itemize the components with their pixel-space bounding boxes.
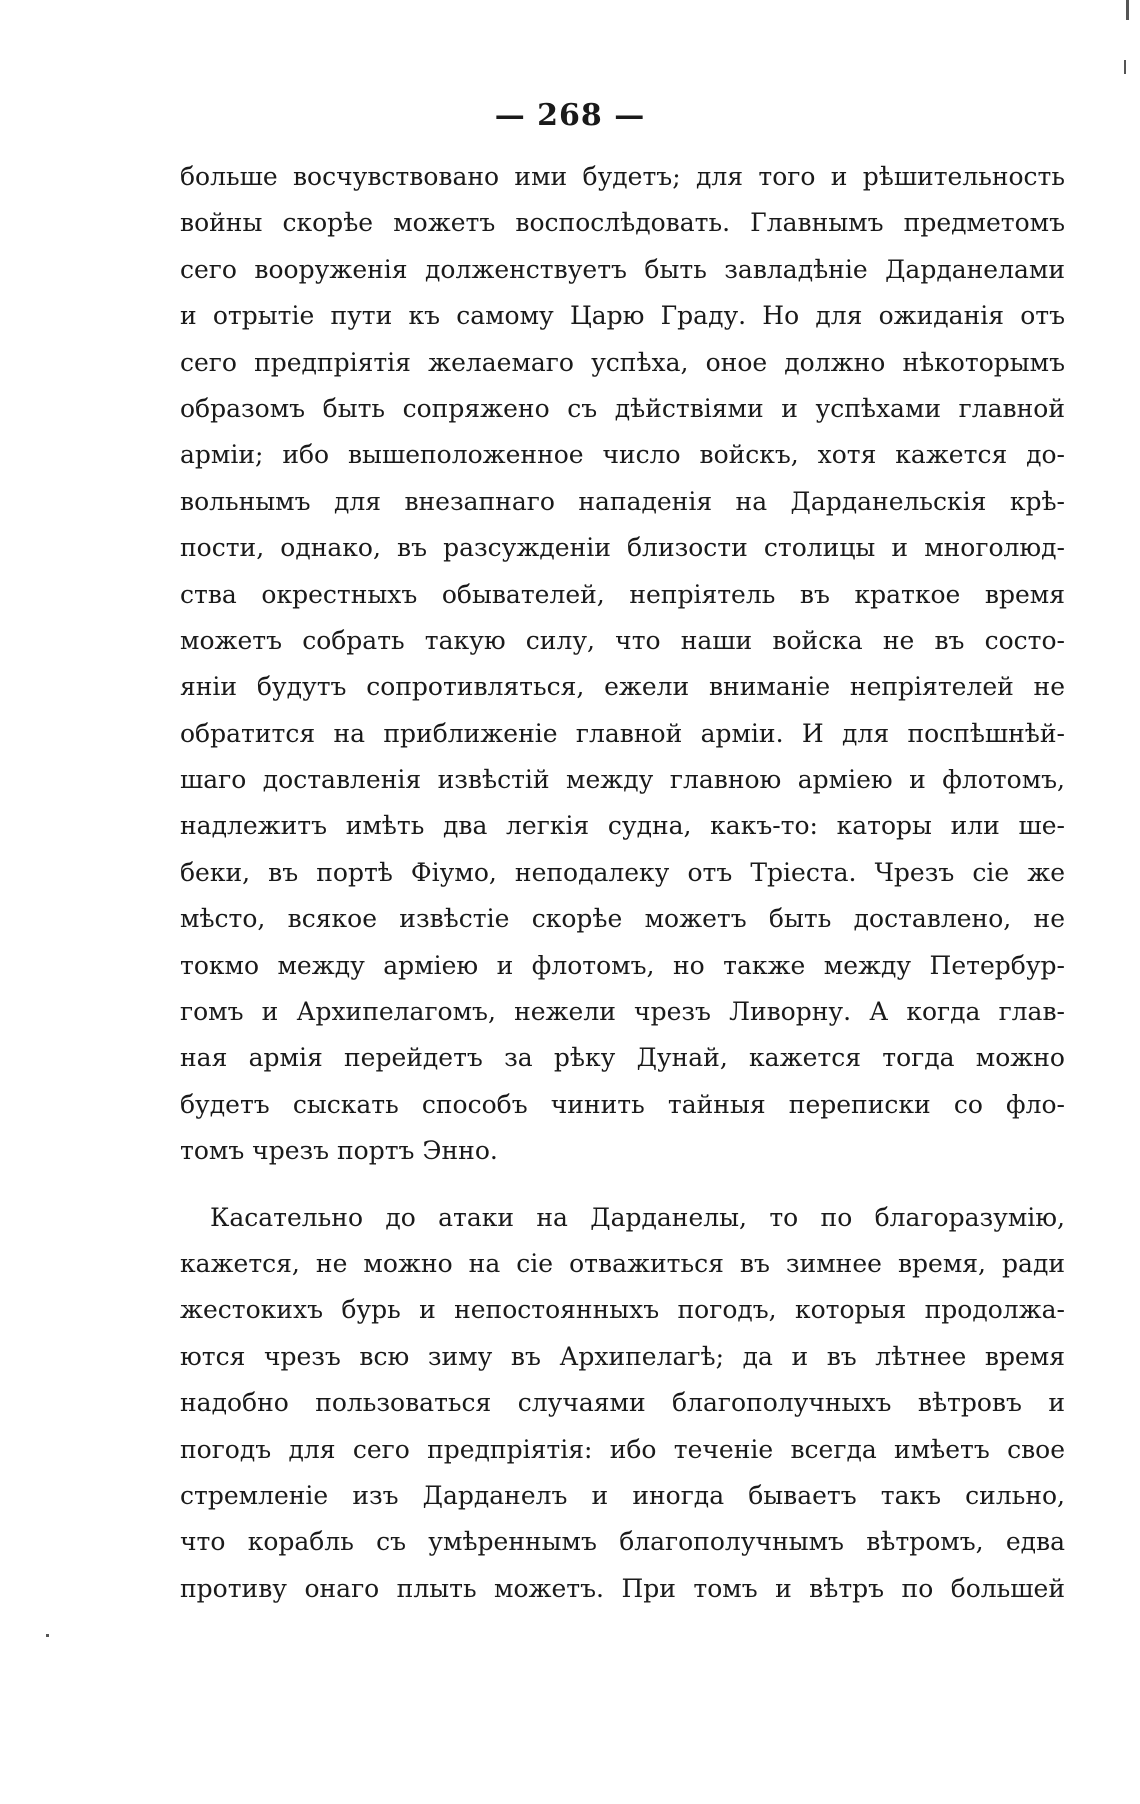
page-number: — 268 — <box>494 98 646 133</box>
text-line: беки, въ портѣ Фіумо, неподалеку отъ Тріеста. Чрезъ сіе же <box>180 857 1065 887</box>
text-line: сего вооруженія долженствуетъ быть завладѣніе Дарданелами <box>180 254 1065 284</box>
scan-edge-mark <box>1124 60 1126 74</box>
text-line: образомъ быть сопряжено съ дѣйствіями и успѣхами главной <box>180 393 1065 423</box>
text-line: и отрытіе пути къ самому Царю Граду. Но для ожиданія отъ <box>180 301 1065 331</box>
text-line: шаго доставленія извѣстій между главною арміею и флотомъ, <box>180 765 1065 795</box>
text-line: вольнымъ для внезапнаго нападенія на Дарданельскія крѣ- <box>180 486 1065 516</box>
text-line: стремленіе изъ Дарданелъ и иногда бываетъ такъ сильно, <box>180 1480 1065 1510</box>
paragraph-1 <box>180 154 1065 1175</box>
text-line: войны скорѣе можетъ воспослѣдовать. Главнымъ предметомъ <box>180 208 1065 238</box>
text-line: мѣсто, всякое извѣстіе скорѣе можетъ быть доставлено, не <box>180 904 1065 934</box>
paragraph-gap <box>180 1175 1065 1195</box>
text-line: жестокихъ бурь и непостоянныхъ погодъ, которыя продолжа- <box>180 1295 1065 1325</box>
text-line: ются чрезъ всю зиму въ Архипелагѣ; да и въ лѣтнее время <box>180 1341 1065 1371</box>
text-line: сего предпріятія желаемаго успѣха, оное должно нѣкоторымъ <box>180 347 1065 377</box>
text-line: надобно пользоваться случаями благополучныхъ вѣтровъ и <box>180 1388 1065 1418</box>
scan-edge-mark <box>46 1634 49 1637</box>
text-line: погодъ для сего предпріятія: ибо теченіе всегда имѣетъ свое <box>180 1434 1065 1464</box>
text-line: надлежитъ имѣть два легкія судна, какъ-то: каторы или ше- <box>180 811 1065 841</box>
text-line: гомъ и Архипелагомъ, нежели чрезъ Ливорну. А когда глав- <box>180 997 1065 1027</box>
text-line: кажется, не можно на сіе отважиться въ зимнее время, ради <box>180 1248 1065 1278</box>
text-line: токмо между арміею и флотомъ, но также между Петербур- <box>180 950 1065 980</box>
text-line: томъ чрезъ портъ Энно. <box>180 1136 498 1166</box>
text-line: что корабль съ умѣреннымъ благополучнымъ вѣтромъ, едва <box>180 1527 1065 1557</box>
text-line: Касательно до атаки на Дарданелы, то по благоразумію, <box>210 1202 1065 1232</box>
text-line: можетъ собрать такую силу, что наши войска не въ состо- <box>180 625 1065 655</box>
paragraph-2 <box>180 1195 1065 1613</box>
text-line: обратится на приближеніе главной арміи. И для поспѣшнѣй- <box>180 718 1065 748</box>
text-line: яніи будутъ сопротивляться, ежели вниманіе непріятелей не <box>180 672 1065 702</box>
scan-edge-mark <box>1126 0 1129 20</box>
text-line: больше восчувствовано ими будетъ; для того и рѣшительность <box>180 162 1065 191</box>
body-text <box>180 154 1065 1612</box>
text-line: противу онаго плыть можетъ. При томъ и вѣтръ по большей <box>180 1573 1065 1603</box>
text-line: ства окрестныхъ обывателей, непріятель въ краткое время <box>180 579 1065 609</box>
text-line: ная армія перейдетъ за рѣку Дунай, кажется тогда можно <box>180 1043 1065 1073</box>
text-line: арміи; ибо вышеположенное число войскъ, хотя кажется до- <box>180 440 1065 470</box>
text-line: будетъ сыскать способъ чинить тайныя переписки со фло- <box>180 1089 1065 1119</box>
text-line: пости, однако, въ разсужденіи близости столицы и многолюд- <box>180 533 1065 563</box>
